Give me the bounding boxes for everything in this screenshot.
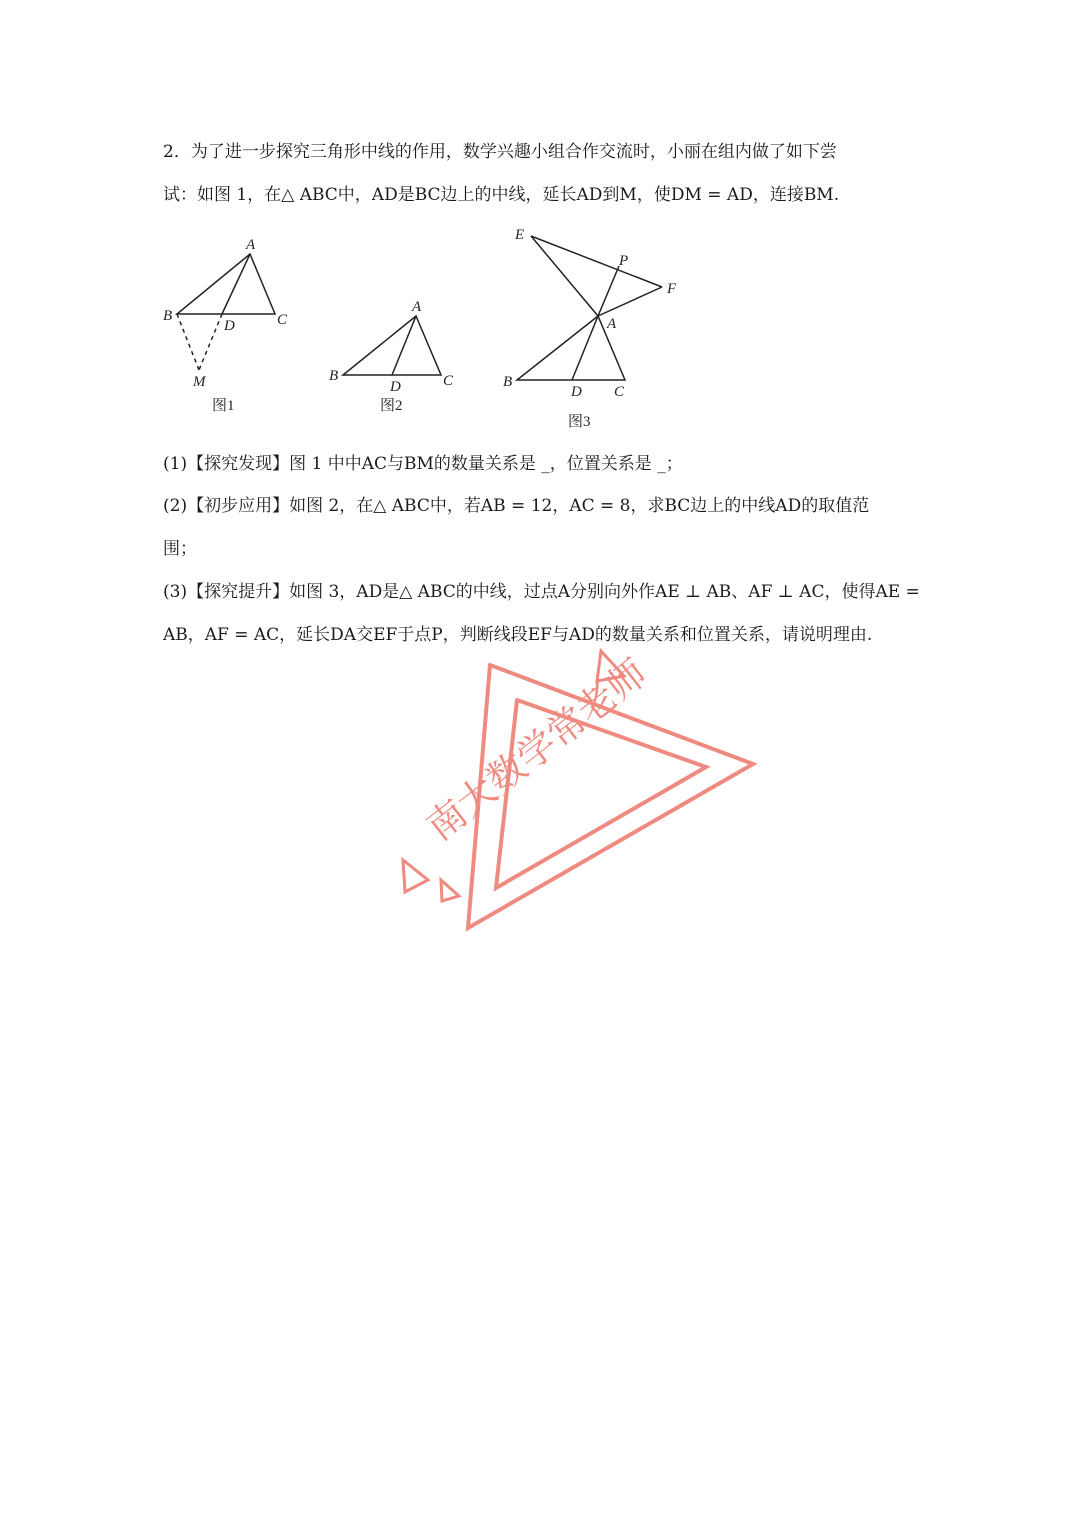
question-2-line-2: 围； <box>163 539 197 559</box>
fig3-label-c: C <box>614 384 625 400</box>
question-2-line-1: (2)【初步应用】如图 2，在△ ABC中，若AB = 12，AC = 8，求BC边上的中线AD的取值范 <box>163 496 870 516</box>
fig2-triangle-abc <box>343 316 441 375</box>
figure-1 <box>177 254 275 370</box>
watermark-small-triangle-left <box>403 860 428 892</box>
fig1-median-ad <box>222 254 250 314</box>
question-3-line-2: AB，AF = AC，延长DA交EF于点P，判断线段EF与AD的数量关系和位置关系，请说明理由. <box>163 625 873 645</box>
problem-line-2: 试：如图 1，在△ ABC中，AD是BC边上的中线，延长AD到M，使DM = AD，连接BM. <box>163 185 840 205</box>
fig3-label-p: P <box>619 253 629 269</box>
fig3-label-f: F <box>667 281 677 297</box>
fig2-caption: 图2 <box>380 398 403 414</box>
fig3-label-d: D <box>571 384 582 400</box>
watermark-text: 南大数学常老师 <box>418 650 656 850</box>
fig3-segment-ae <box>531 236 598 316</box>
fig3-label-a: A <box>607 316 617 332</box>
fig3-label-e: E <box>515 227 525 243</box>
fig1-label-m: M <box>193 374 206 390</box>
fig2-label-a: A <box>412 299 422 315</box>
problem-line-1: 2．为了进一步探究三角形中线的作用，数学兴趣小组合作交流时，小丽在组内做了如下尝 <box>163 142 837 162</box>
watermark-small-triangle-left2 <box>441 880 459 901</box>
fig1-label-c: C <box>277 312 288 328</box>
figure-3 <box>517 236 662 380</box>
fig3-caption: 图3 <box>568 414 591 430</box>
question-3-line-1: (3)【探究提升】如图 3，AD是△ ABC的中线，过点A分别向外作AE ⊥ AB、AF ⊥ AC，使得AE = <box>163 582 920 602</box>
fig1-segment-bm <box>177 314 199 370</box>
fig3-label-b: B <box>503 374 513 390</box>
figure-2 <box>343 316 441 375</box>
fig1-label-b: B <box>163 308 173 324</box>
fig2-label-d: D <box>390 379 401 395</box>
fig3-segment-ef <box>531 236 662 287</box>
fig2-label-c: C <box>443 373 454 389</box>
fig1-label-d: D <box>224 318 235 334</box>
question-1: (1)【探究发现】图 1 中中AC与BM的数量关系是 _，位置关系是 _； <box>163 454 683 474</box>
fig1-segment-dm <box>199 314 222 370</box>
fig1-label-a: A <box>246 237 256 253</box>
fig2-label-b: B <box>329 368 339 384</box>
fig1-caption: 图1 <box>212 398 235 414</box>
